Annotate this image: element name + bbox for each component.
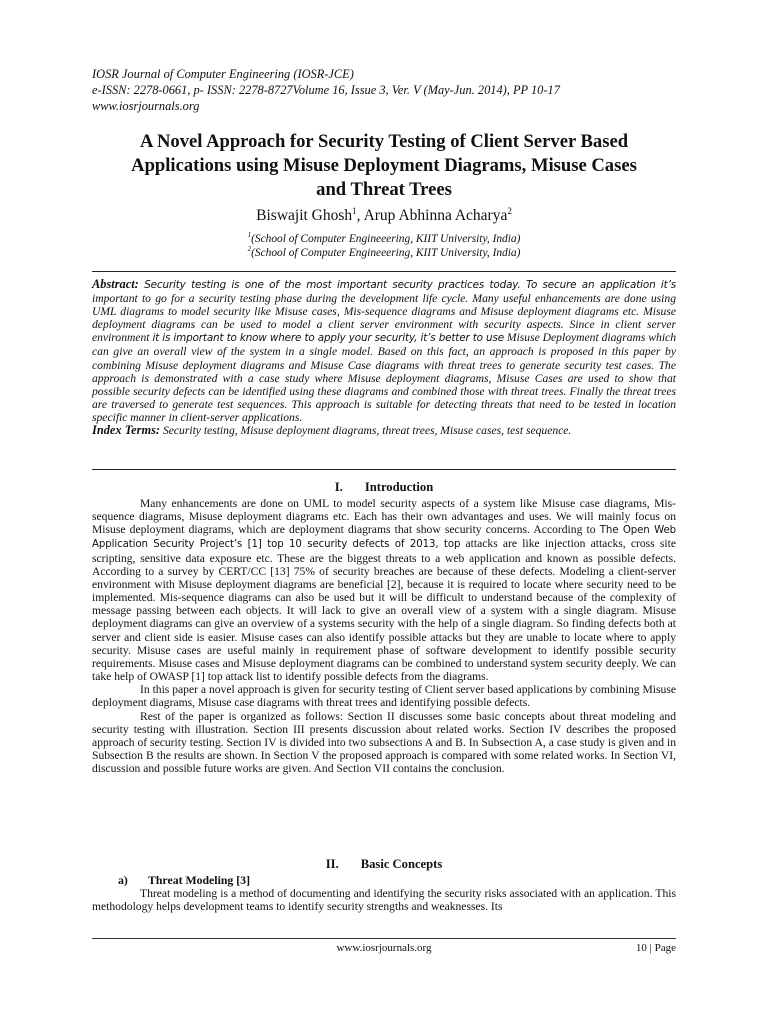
basic-concepts-body	[92, 887, 676, 913]
authors	[92, 206, 676, 226]
paragraph-text: The Open Web Application Security Project’s [1] top 10 security defects of 2013, top	[92, 525, 676, 551]
paragraph: Threat modeling is a method of documenting and identifying the security risks associated with an application. This methodology helps development teams to identify security strengths and weaknesses. Its	[92, 887, 676, 914]
index-terms	[92, 424, 676, 437]
affiliation-line	[92, 246, 676, 260]
journal-issn: e-ISSN: 2278-0661, p- ISSN: 2278-8727Volume 16, Issue 3, Ver. V (May-Jun. 2014), PP 10-17	[92, 83, 560, 97]
section-number: I.	[334, 480, 343, 494]
author-separator: ,	[356, 207, 364, 224]
index-terms-label: Index Terms:	[92, 423, 161, 438]
title-line: Applications using Misuse Deployment Diagrams, Misuse Cases	[131, 155, 637, 176]
paragraph-text: Many enhancements are done on UML to model security aspects of a system like Misuse case diagrams, Mis-sequence diagrams, Misuse deployment diagrams etc. Each has their own advantages and uses. We will mainly focus on Misuse deployment diagrams, which are deployment diagrams that show security concerns. According to	[92, 497, 676, 537]
paragraph: In this paper a novel approach is given for security testing of Client server based applications by combining Misuse deployment diagrams, Misuse case diagrams with threat trees and identifying possible defects.	[92, 683, 676, 710]
abstract-paragraph	[92, 278, 676, 424]
abstract-text: Security testing is one of the most important security practices today. To secure an application it’s	[138, 279, 676, 291]
abstract-label: Abstract:	[92, 277, 139, 291]
section-number: II.	[325, 857, 339, 871]
section-title: Basic Concepts	[360, 857, 443, 871]
journal-url: www.iosrjournals.org	[92, 99, 200, 113]
journal-name: IOSR Journal of Computer Engineering (IOSR-JCE)	[92, 67, 354, 81]
subsection-letter: a)	[118, 873, 128, 887]
affiliation-line	[92, 232, 676, 246]
affiliation-superscript: 2	[247, 245, 252, 254]
title-line: and Threat Trees	[316, 179, 452, 200]
affiliation-superscript: 1	[247, 231, 252, 240]
abstract-text: it is important to know where to apply your security, it’s better to use	[152, 332, 504, 345]
divider-bottom	[92, 469, 676, 470]
index-terms-text: Security testing, Misuse deployment diagrams, threat trees, Misuse cases, test sequence.	[160, 424, 572, 438]
author-name: Biswajit Ghosh	[256, 207, 353, 224]
abstract-block	[92, 278, 676, 437]
affiliation-text: (School of Computer Engineeering, KIIT University, India)	[251, 233, 521, 245]
section-title: Introduction	[364, 480, 434, 494]
footer-divider	[92, 938, 676, 939]
title-line: A Novel Approach for Security Testing of Client Server Based	[139, 131, 629, 152]
paper-title	[92, 130, 676, 202]
abstract-text: important to go for a security testing phase during the development life cycle. Many useful enhancements are done using UML diagrams to model security like Misuse cases, Mis-sequence diagrams and Misuse deployment diagrams etc. Misuse deployment diagrams can be used to model a client server environment with security aspects. Since in client server environment	[92, 292, 676, 345]
journal-header	[92, 66, 560, 114]
paragraph	[92, 497, 676, 683]
subsection-title: Threat Modeling [3]	[148, 873, 251, 887]
affiliations	[92, 232, 676, 260]
section-heading-basic-concepts	[92, 857, 676, 871]
affiliation-text: (School of Computer Engineeering, KIIT University, India)	[251, 247, 521, 259]
divider-top	[92, 271, 676, 272]
abstract-text: Misuse Deployment diagrams which can give an overall view of the system in a single model. Based on this fact, an approach is proposed in this paper by combining Misuse deployment diagrams and Misuse Case diagrams with threat trees to generate security test cases. The approach is demonstrated with a case study where Misuse deployment diagrams, Misuse Cases are used to show that possible security defects can be identified using these diagrams and combined those with threat trees. Finally the threat trees are traversed to generate test sequences. This approach is suitable for detecting threats that need to be tested in location specific manner in client-server applications.	[92, 331, 676, 424]
section-heading-introduction	[92, 480, 676, 494]
footer-url: www.iosrjournals.org	[336, 942, 432, 954]
author-superscript: 1	[352, 205, 357, 216]
author-superscript: 2	[507, 205, 512, 216]
subsection-heading	[118, 873, 250, 888]
page-number: 10 | Page	[635, 942, 676, 954]
paragraph: Rest of the paper is organized as follows: Section II discusses some basic concepts about threat modeling and security testing with illustration. Section III presents discussion about related works. Section IV describes the proposed approach of security testing. Section IV is divided into two subsections A and B. In Subsection A, a case study is given and in Subsection B the results are shown. In Section V the proposed approach is compared with some related works. In Section VI, discussion and possible future works are given. And Section VII contains the conclusion.	[92, 709, 676, 776]
paragraph-text: attacks are like injection attacks, cross site scripting, sensitive data exposure etc. These are the biggest threats to a web application and known as possible defects. According to a survey by CERT/CC [13] 75% of security breaches are because of these defects. Modeling a client-server environment with Misuse deployment diagrams are beneficial [2], because it is required to locate where security need to be implemented. Mis-sequence diagrams can also be used but it will be difficult to understand because of the complexity of message passing between each objects. It will lack to give an overall view of a system with a single diagram. Misuse deployment diagrams can give an overview of a systems security with the help of a single diagram. So finding defects both at server and client side is easier. Misuse cases can also identify possible attacks but they are unable to locate where to apply security. Misuse cases are useful mainly in requirement phase of software development to identify possible security requirements. Misuse cases and Misuse deployment diagrams can be combined to understand system security deeply. We can take help of OWASP [1] top attack list to identify possible defects from the diagrams.	[92, 537, 676, 684]
author-name: Arup Abhinna Acharya	[363, 207, 508, 224]
introduction-body	[92, 497, 676, 775]
